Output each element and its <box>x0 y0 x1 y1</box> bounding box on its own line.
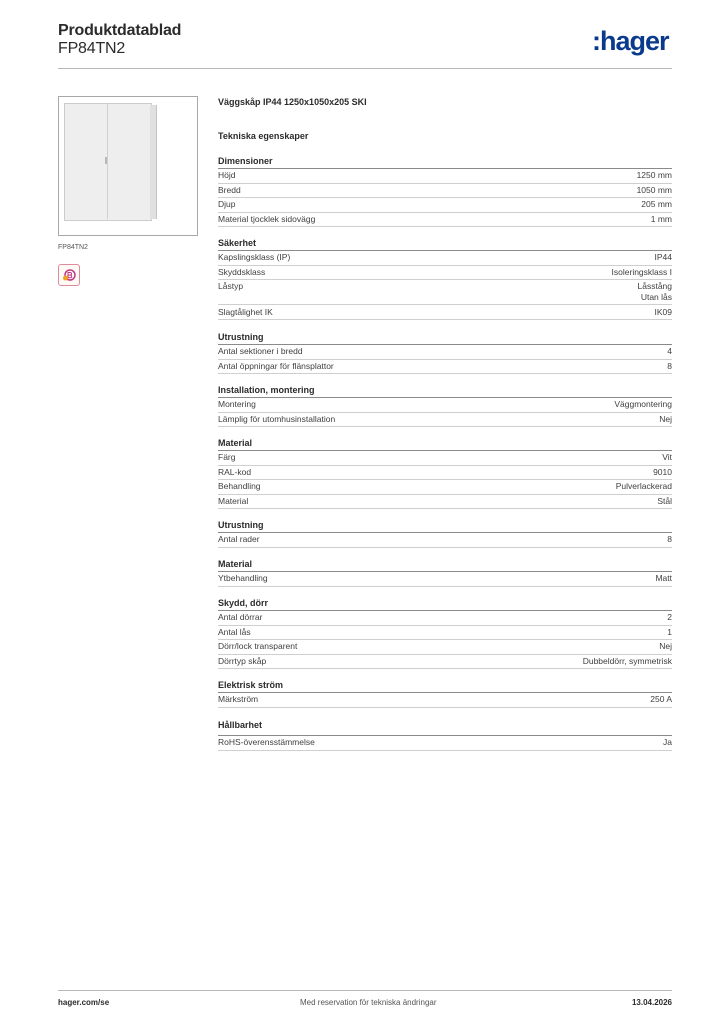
table-row <box>218 533 672 548</box>
row-value: 1050 mm <box>636 184 672 195</box>
row-value: 1 mm <box>650 213 672 224</box>
row-value: Väggmontering <box>614 399 672 409</box>
row-label: Dörr/lock transparent <box>218 641 298 651</box>
table-row <box>218 640 672 655</box>
product-code: FP84TN2 <box>58 40 126 57</box>
row-label: Djup <box>218 199 236 209</box>
footer-date: 13.04.2026 <box>631 998 672 1007</box>
row-value: Dubbeldörr, symmetrisk <box>582 655 672 666</box>
table-row <box>218 266 672 281</box>
table-row <box>218 693 672 708</box>
row-value: Ja <box>663 737 672 747</box>
row-label: Antal lås <box>218 626 251 637</box>
table-row <box>218 280 672 305</box>
row-value-secondary: Utan lås <box>640 292 672 302</box>
row-value: Vit <box>662 452 672 462</box>
footer-divider <box>58 990 672 991</box>
row-value: 1250 mm <box>636 170 672 180</box>
table-row <box>218 413 672 428</box>
row-value: 250 A <box>650 694 672 704</box>
section-title-hallbarhet: Hållbarhet <box>218 720 263 730</box>
section-title-sakerhet: Säkerhet <box>218 238 257 248</box>
row-value: 8 <box>667 534 672 544</box>
table-row <box>218 480 672 495</box>
section-title-utrustning-2: Utrustning <box>218 520 264 530</box>
row-label: Färg <box>218 452 236 462</box>
table-row <box>218 306 672 321</box>
row-value: 205 mm <box>641 199 672 209</box>
row-value: Nej <box>659 413 672 424</box>
row-label: Antal öppningar för flänsplattor <box>218 360 334 371</box>
row-label: Skyddsklass <box>218 266 266 277</box>
section-title-skydd-dorr: Skydd, dörr <box>218 598 269 608</box>
footer-disclaimer: Med reservation för tekniska ändringar <box>300 998 437 1007</box>
footer-website: hager.com/se <box>58 998 110 1007</box>
table-row <box>218 495 672 510</box>
row-label: Antal sektioner i bredd <box>218 346 303 356</box>
row-label: RAL-kod <box>218 466 252 477</box>
row-value: Pulverlackerad <box>615 481 672 491</box>
row-label: Antal rader <box>218 534 260 544</box>
row-label: Ytbehandling <box>218 573 268 583</box>
row-value: 8 <box>667 360 672 371</box>
section-title-utrustning: Utrustning <box>218 332 264 342</box>
technical-properties-heading: Tekniska egenskaper <box>218 131 309 141</box>
hager-logo: :hager <box>592 26 669 56</box>
row-label: Höjd <box>218 170 236 180</box>
cabinet-door-split <box>107 103 108 219</box>
row-label: Bredd <box>218 184 241 195</box>
section-title-material-2: Material <box>218 559 253 569</box>
row-label: Dörrtyp skåp <box>218 655 267 666</box>
table-row <box>218 360 672 375</box>
table-row <box>218 251 672 266</box>
product-description: Väggskåp IP44 1250x1050x205 SKI <box>218 97 367 107</box>
row-value: Isoleringsklass I <box>611 266 672 277</box>
row-value: Stål <box>657 495 672 506</box>
page-title: Produktdatablad <box>58 22 182 39</box>
table-row <box>218 626 672 641</box>
row-label: Märkström <box>218 694 259 704</box>
row-label: Antal dörrar <box>218 612 263 622</box>
table-row <box>218 611 672 626</box>
cabinet-front <box>64 103 152 221</box>
eco-label-badge <box>58 264 80 286</box>
cabinet-illustration <box>64 103 152 223</box>
section-title-material: Material <box>218 438 253 448</box>
row-label: Material tjocklek sidovägg <box>218 213 316 224</box>
table-row <box>218 572 672 587</box>
table-row <box>218 655 672 670</box>
table-row <box>218 466 672 481</box>
row-label: Montering <box>218 399 256 409</box>
row-label: Material <box>218 495 249 506</box>
row-value: Matt <box>655 573 672 583</box>
table-row <box>218 451 672 466</box>
row-value: IP44 <box>654 252 672 262</box>
row-label: Låstyp <box>218 281 244 291</box>
row-label: RoHS-överensstämmelse <box>218 737 315 747</box>
product-image <box>58 96 198 236</box>
table-row <box>218 184 672 199</box>
row-label: Lämplig för utomhusinstallation <box>218 413 336 424</box>
row-value: 2 <box>667 612 672 622</box>
table-row <box>218 345 672 360</box>
row-value: IK09 <box>654 306 672 317</box>
section-title-dimensioner: Dimensioner <box>218 156 273 166</box>
row-value: Nej <box>659 641 672 651</box>
table-row <box>218 213 672 228</box>
row-value: Låsstång <box>637 281 672 291</box>
section-title-installation: Installation, montering <box>218 385 315 395</box>
cabinet-handle <box>105 157 107 164</box>
product-caption: FP84TN2 <box>58 244 88 251</box>
table-row <box>218 736 672 751</box>
row-label: Behandling <box>218 481 261 491</box>
row-value: 4 <box>667 346 672 356</box>
table-row <box>218 169 672 184</box>
row-value: 9010 <box>653 466 672 477</box>
table-row <box>218 398 672 413</box>
row-value: 1 <box>667 626 672 637</box>
section-title-elektrisk-strom: Elektrisk ström <box>218 680 284 690</box>
header-divider <box>58 68 672 69</box>
row-label: Slagtålighet IK <box>218 306 273 317</box>
cabinet-side <box>150 105 157 219</box>
table-row <box>218 198 672 213</box>
eco-label-icon <box>62 268 76 282</box>
row-label: Kapslingsklass (IP) <box>218 252 291 262</box>
